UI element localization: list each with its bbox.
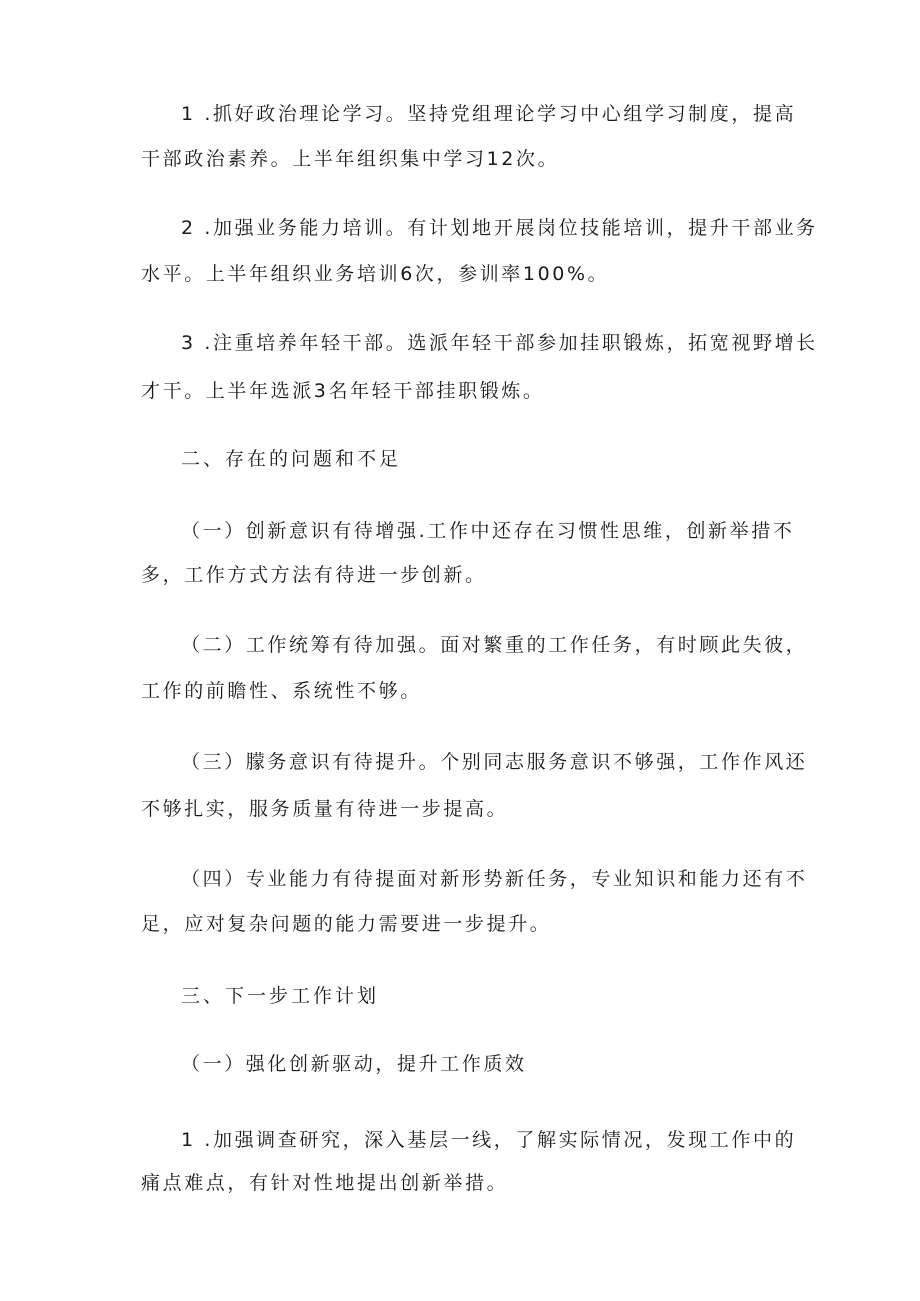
- section-2-heading: 二、存在的问题和不足: [181, 448, 402, 470]
- problem-2-line-1: （二）工作统筹有待加强。面对繁重的工作任务，有时顾此失彼，: [181, 634, 808, 656]
- paragraph-item-3-line-2: 才干。上半年选派3名年轻干部挂职锻炼。: [141, 380, 545, 402]
- problem-4-line-1: （四）专业能力有待提面对新形势新任务，专业知识和能力还有不: [181, 868, 808, 890]
- problem-3-line-1: （三）朦务意识有待提升。个别同志服务意识不够强，工作作风还: [181, 751, 808, 773]
- paragraph-item-1-line-1: 1 .抓好政治理论学习。坚持党组理论学习中心组学习制度，提高: [181, 103, 797, 125]
- plan-1-heading: （一）强化创新驱动，提升工作质效: [181, 1053, 527, 1075]
- section-3-heading: 三、下一步工作计划: [181, 985, 380, 1007]
- problem-3-line-2: 不够扎实，服务质量有待进一步提高。: [141, 798, 509, 820]
- paragraph-item-3-line-1: 3 .注重培养年轻干部。选派年轻干部参加挂职锻炼，拓宽视野增长: [181, 332, 818, 354]
- problem-4-line-2: 足，应对复杂问题的能力需要进一步提升。: [141, 913, 552, 935]
- problem-1-line-1: （一）创新意识有待增强.工作中还存在习惯性思维，创新举措不: [181, 520, 795, 542]
- paragraph-item-1-line-2: 干部政治素养。上半年组织集中学习12次。: [141, 148, 560, 170]
- problem-2-line-2: 工作的前瞻性、系统性不够。: [141, 680, 422, 702]
- problem-1-line-2: 多，工作方式方法有待进一步创新。: [141, 564, 487, 586]
- plan-1-item-1-line-1: 1 .加强调查研究，深入基层一线，了解实际情况，发现工作中的: [181, 1129, 797, 1151]
- paragraph-item-2-line-2: 水平。上半年组织业务培训6次，参训率100%。: [141, 263, 610, 285]
- paragraph-item-2-line-1: 2 .加强业务能力培训。有计划地开展岗位技能培训，提升干部业务: [181, 217, 818, 239]
- plan-1-item-1-line-2: 痛点难点，有针对性地提出创新举措。: [141, 1172, 509, 1194]
